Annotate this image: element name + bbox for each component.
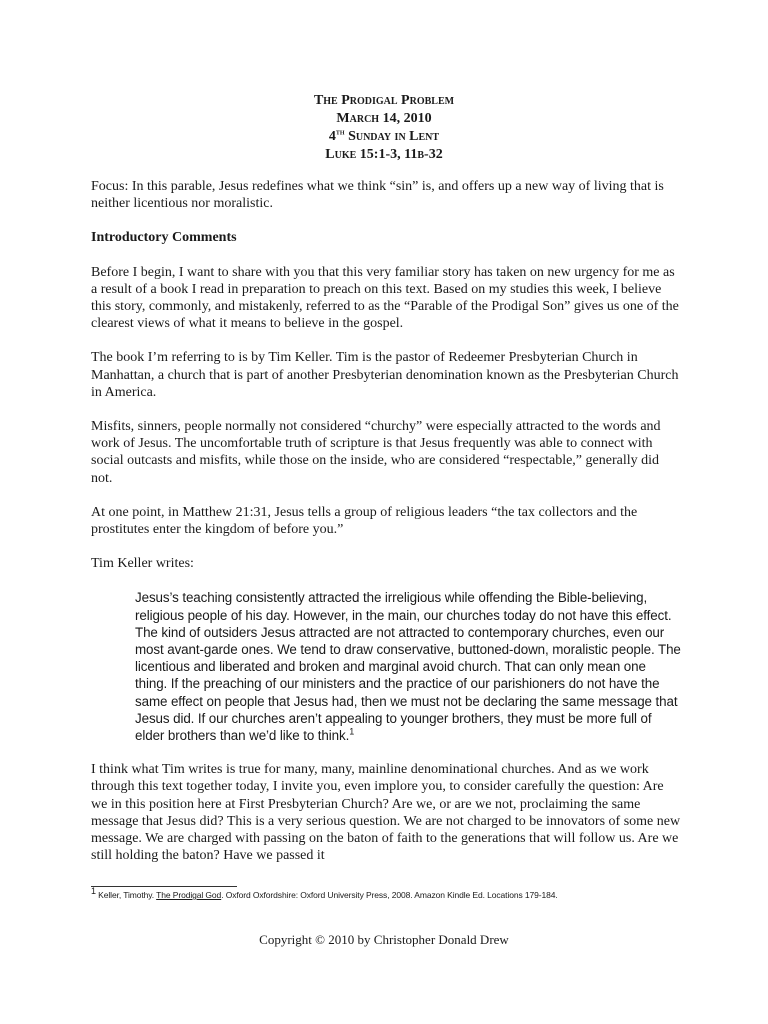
footnote-author: Keller, Timothy. [95,890,157,900]
footnote-divider [91,886,237,887]
footnote-mark: 1 [91,886,96,897]
paragraph: Tim Keller writes: [91,556,194,572]
footnote-publication: . Oxford Oxfordshire: Oxford University Press, 2008. Amazon Kindle Ed. Locations 179-184. [221,890,558,900]
sermon-title: The Prodigal Problem [313,93,455,108]
footnote-book-title: The Prodigal God [156,890,222,900]
footnote-reference: 1 [349,726,355,737]
paragraph: Misfits, sinners, people normally not considered “churchy” were especially attracted to the words and work of Jesus. The uncomfortable truth of scripture is that Jesus frequently was able to connect with social outcasts and misfits, while those on the inside, who are considered “respectable,” generally did not. [91,419,661,486]
sermon-header [0,92,768,164]
paragraph: The book I’m referring to is by Tim Keller. Tim is the pastor of Redeemer Presbyterian Church in Manhattan, a church that is part of another Presbyterian denomination known as the Presbyterian Church in America. [91,350,679,400]
sunday-number: 4 [328,129,336,144]
paragraph: I think what Tim writes is true for many, many, mainline denominational churches. And as we work through this text together today, I invite you, even implore you, to consider carefully the question: Are we in this position here at First Presbyterian Church? Are we, or are we not, proclaiming the same message that Jesus did? This is a very serious question. We are not charged to be innovators of some new message. We are charged with passing on the baton of faith to the generations that will follow us. Are we still holding the baton? Have we passed it [91,762,681,864]
block-quote [135,589,681,744]
paragraph: Before I begin, I want to share with you that this very familiar story has taken on new urgency for me as a result of a book I read in preparation to preach on this text. Based on my studies this week, I believe this story, commonly, and mistakenly, referred to as the “Parable of the Prodigal Son” gives us one of the clearest views of what it means to believe in the gospel. [91,264,679,332]
sunday-ordinal: th [335,126,345,137]
section-heading: Introductory Comments [91,230,237,246]
liturgical-day [0,128,768,146]
copyright-notice: Copyright © 2010 by Christopher Donald Drew [259,932,509,947]
scripture-reference: Luke 15:1-3, 11b-32 [325,147,443,162]
sermon-date: March 14, 2010 [336,111,432,126]
quote-text: Jesus’s teaching consistently attracted the irreligious while offending the Bible-believing, religious people of his day. However, in the main, our churches today do not have this effect. The kind of outsiders Jesus attracted are not attracted to contemporary churches, even our most avant-garde ones. We tend to draw conservative, buttoned-down, moralistic people. The licentious and liberated and broken and marginal avoid church. That can only mean one thing. If the preaching of our ministers and the practice of our parishioners do not have the same effect on people that Jesus had, then we must not be declaring the same message that Jesus did. If our churches aren’t appealing to younger brothers, they must be more full of elder brothers than we’d like to think. [135,590,681,744]
paragraph: At one point, in Matthew 21:31, Jesus tells a group of religious leaders “the tax collectors and the prostitutes enter the kingdom of before you.” [91,504,638,538]
focus-statement: Focus: In this parable, Jesus redefines what we think “sin” is, and offers up a new way of living that is neither licentious nor moralistic. [91,179,664,212]
sunday-label: Sunday in Lent [344,129,440,144]
sermon-body [91,178,681,882]
footnote [91,886,691,901]
